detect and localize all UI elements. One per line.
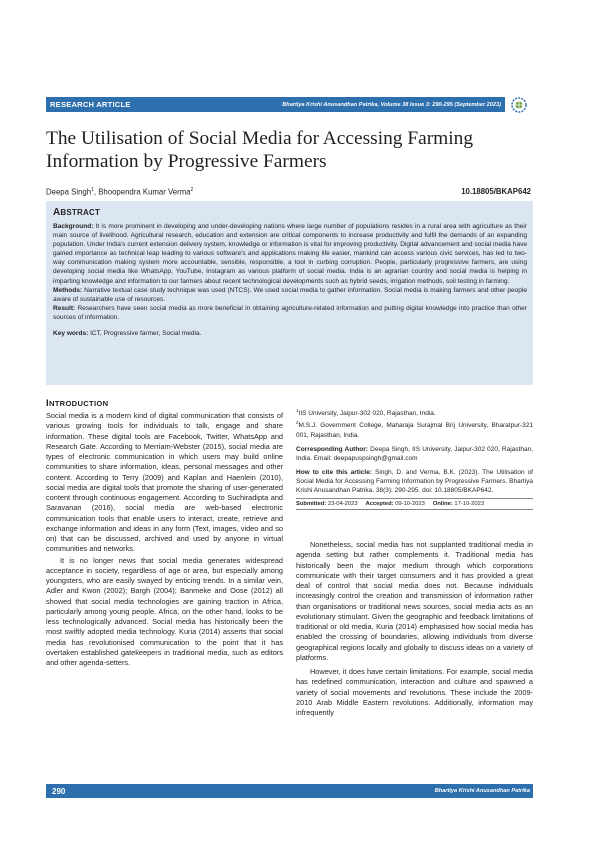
affiliation-2 <box>296 418 533 439</box>
methods-text: Narrative textual case study technique was used (NTCS). We used social media to gather information. Social media is making farmers and other people aware of sustainable use of resources. <box>53 286 527 303</box>
journal-citation-line: Bhartiya Krishi Anusandhan Patrika, Volume 38 Issue 3: 290-295 (September 2023) <box>282 101 501 108</box>
online-date <box>433 501 484 507</box>
article-type-label: RESEARCH ARTICLE <box>50 100 131 109</box>
abstract-box <box>46 201 533 385</box>
methods-label: Methods: <box>53 286 83 294</box>
footer-bar <box>46 784 533 798</box>
header-bar <box>46 97 505 112</box>
intro-heading-rest: NTRODUCTION <box>48 399 109 408</box>
submitted-value: 23-04-2023 <box>326 501 358 508</box>
corresponding-label: Corresponding Author: <box>296 445 368 453</box>
keywords-text: ICT, Progressive farmer, Social media. <box>88 330 202 338</box>
affiliation-block <box>296 406 533 510</box>
how-to-cite <box>296 468 533 495</box>
left-column <box>46 398 283 668</box>
affiliation-marker: 2 <box>190 187 194 193</box>
intro-paragraph-1: Social media is a modern kind of digital communication that consists of various growing tools for individuals to talk, engage and share information. These digital tools are Facebook, Twitter, WhatsApp and Research Gate. According to Merriam-Webster (2015), social media are types of electronic communication in which users may build online communities to share information, ideas, personal messages and other content. According to Terry (2009) and Kaplan and Haenlein (2010), social media are digital tools that promote the sharing of user-generated content through continuous engagement. According to Suchiradipta and Saravanan (2016), social media are web-based electronic communication tools that enable users to interact, create, retrieve and exchange information and ideas in any form (Text, images, video and so on) that can be discussed, archived and used by anyone in virtual communities and networks. <box>46 411 283 554</box>
affiliation-text: M.S.J. Government College, Maharaja Surajmal Brij University, Bharatpur-321 001, Rajasthan, India. <box>296 422 533 439</box>
author-name: Bhoopendra Kumar Verma <box>98 187 191 197</box>
affiliation-marker: 1 <box>91 187 94 193</box>
result-label: Result: <box>53 304 76 312</box>
abstract-heading <box>53 207 527 218</box>
body-paragraph-2: However, it does have certain limitations. For example, social media has redefined communication, interaction and culture and spawned a variety of social movements and revolutions. These include the 2009-2010 Arab Middle Eastern revolutions. Additionally, information may infrequently <box>296 667 533 717</box>
corresponding-text: Deepa Singh, IIS University, Jaipur-302 020, Rajasthan, India. Email: deepapuspsingh@gmail.com <box>296 445 533 462</box>
online-label: Online: <box>432 501 453 508</box>
background-label: Background: <box>53 223 94 230</box>
submitted-date <box>296 501 358 507</box>
cite-text: Singh, D. and Verma, B.K. (2023). The Utilisation of Social Media for Accessing Farming Information by Progressive Farmers. Bhartiya Krishi Anusandhan Patrika. 38(3): 290-295. doi: 10.18805/BKAP642. <box>296 468 533 494</box>
keywords <box>53 329 527 338</box>
affiliation-marker: 1 <box>296 408 299 413</box>
accepted-value: 09-10-2023 <box>393 501 425 508</box>
introduction-heading <box>46 398 283 409</box>
publication-dates <box>296 498 533 510</box>
corresponding-author <box>296 445 533 463</box>
article-title: The Utilisation of Social Media for Accessing Farming Information by Progressive Farmers <box>46 128 474 172</box>
abstract-background <box>53 222 527 286</box>
body-paragraph-1: Nonetheless, social media has not supplanted traditional media in agenda setting but rather complements it. Traditional media has historically been the major medium through which corporations communicate with their target consumers and it has provided a great deal of control that social media does not. Because individuals increasingly control the creation and transmission of information rather than organisations or traditional news sources, social media acts as an evolutionary stimulant. Given the geographic and feedback limitations of traditional or old media, Kuria (2014) emphasised how social media has enabled the crossing of boundaries, allowing individuals from diverse geographical regions locally and globally to discuss ideas on a variety of platforms. <box>296 540 533 662</box>
result-text: Researchers have seen social media as more beneficial in obtaining agriculture-related information and putting digital knowledge into practice than other sources of information. <box>53 304 527 321</box>
author-list <box>46 187 193 197</box>
submitted-label: Submitted: <box>296 501 327 508</box>
abstract-heading-initial: A <box>53 207 61 218</box>
accepted-date <box>366 501 425 507</box>
doi-label: 10.18805/BKAP642 <box>461 187 531 196</box>
accepted-label: Accepted: <box>365 501 394 508</box>
abstract-methods <box>53 286 527 304</box>
abstract-heading-rest: BSTRACT <box>60 208 101 217</box>
cite-label: How to cite this article: <box>296 468 372 476</box>
online-value: 17-10-2023 <box>452 501 485 508</box>
author-name: Deepa Singh <box>46 187 92 197</box>
affiliation-text: IIS University, Jaipur-302 020, Rajasthan, India. <box>298 410 436 418</box>
keywords-label: Key words: <box>53 330 89 338</box>
journal-logo-icon <box>509 95 529 115</box>
page-number: 290 <box>46 787 71 796</box>
affiliation-marker: 2 <box>296 420 299 426</box>
author-separator: , <box>93 187 99 197</box>
footer-journal-name: Bhartiya Krishi Anusandhan Patrika <box>434 788 530 794</box>
intro-paragraph-2: It is no longer news that social media generates widespread acceptance in society, regardless of age or area, but especially among youngsters, who are easily swayed by enticing trends. In a similar vein, Adler and Kwon (2002); Bargh (2004); Banmeke and Oose (2012) all showed that social media technologies are gaining traction in Africa, particularly among young people. Africa, on the other hand, looks to be less technologically advanced. Social media has historically been the most swiftly adopted media technology. Kuria (2014) asserts that social media has revolutionised communication to the point that it has overtaken established gatekeepers in traditional media, such as editors and other agenda-setters. <box>46 555 283 667</box>
right-column-body <box>296 539 533 718</box>
intro-heading-initial: I <box>46 398 49 409</box>
background-text: It is more prominent in developing and under-developing nations where large number of populations resides in a rural area with agriculture as their main source of livelihood. Agricultural research, education and extension are critical components to increase productivity and fulfil the demands of an expanding population. Under India's current extension delivery system, knowledge or information is vital for improving productivity. Digital advancement and social media have gained importance as technical leap leading to various software's and applications making life easier, mankind can access various civic services, has led to two-way communication making system more accountable, sensible, responsible, a tool in curbing corruption. People, particularly progressive farmers, are using developing social media like WhatsApp, YouTube, Instagram as various platform of social media. India is an agrarian country and social media is helping in imparting knowledge and information to our farmers about recent technological developments such as hybrid seeds, irrigation methods, soil testing in farming. <box>53 223 527 285</box>
abstract-result <box>53 304 527 322</box>
affiliation-1 <box>296 406 533 418</box>
